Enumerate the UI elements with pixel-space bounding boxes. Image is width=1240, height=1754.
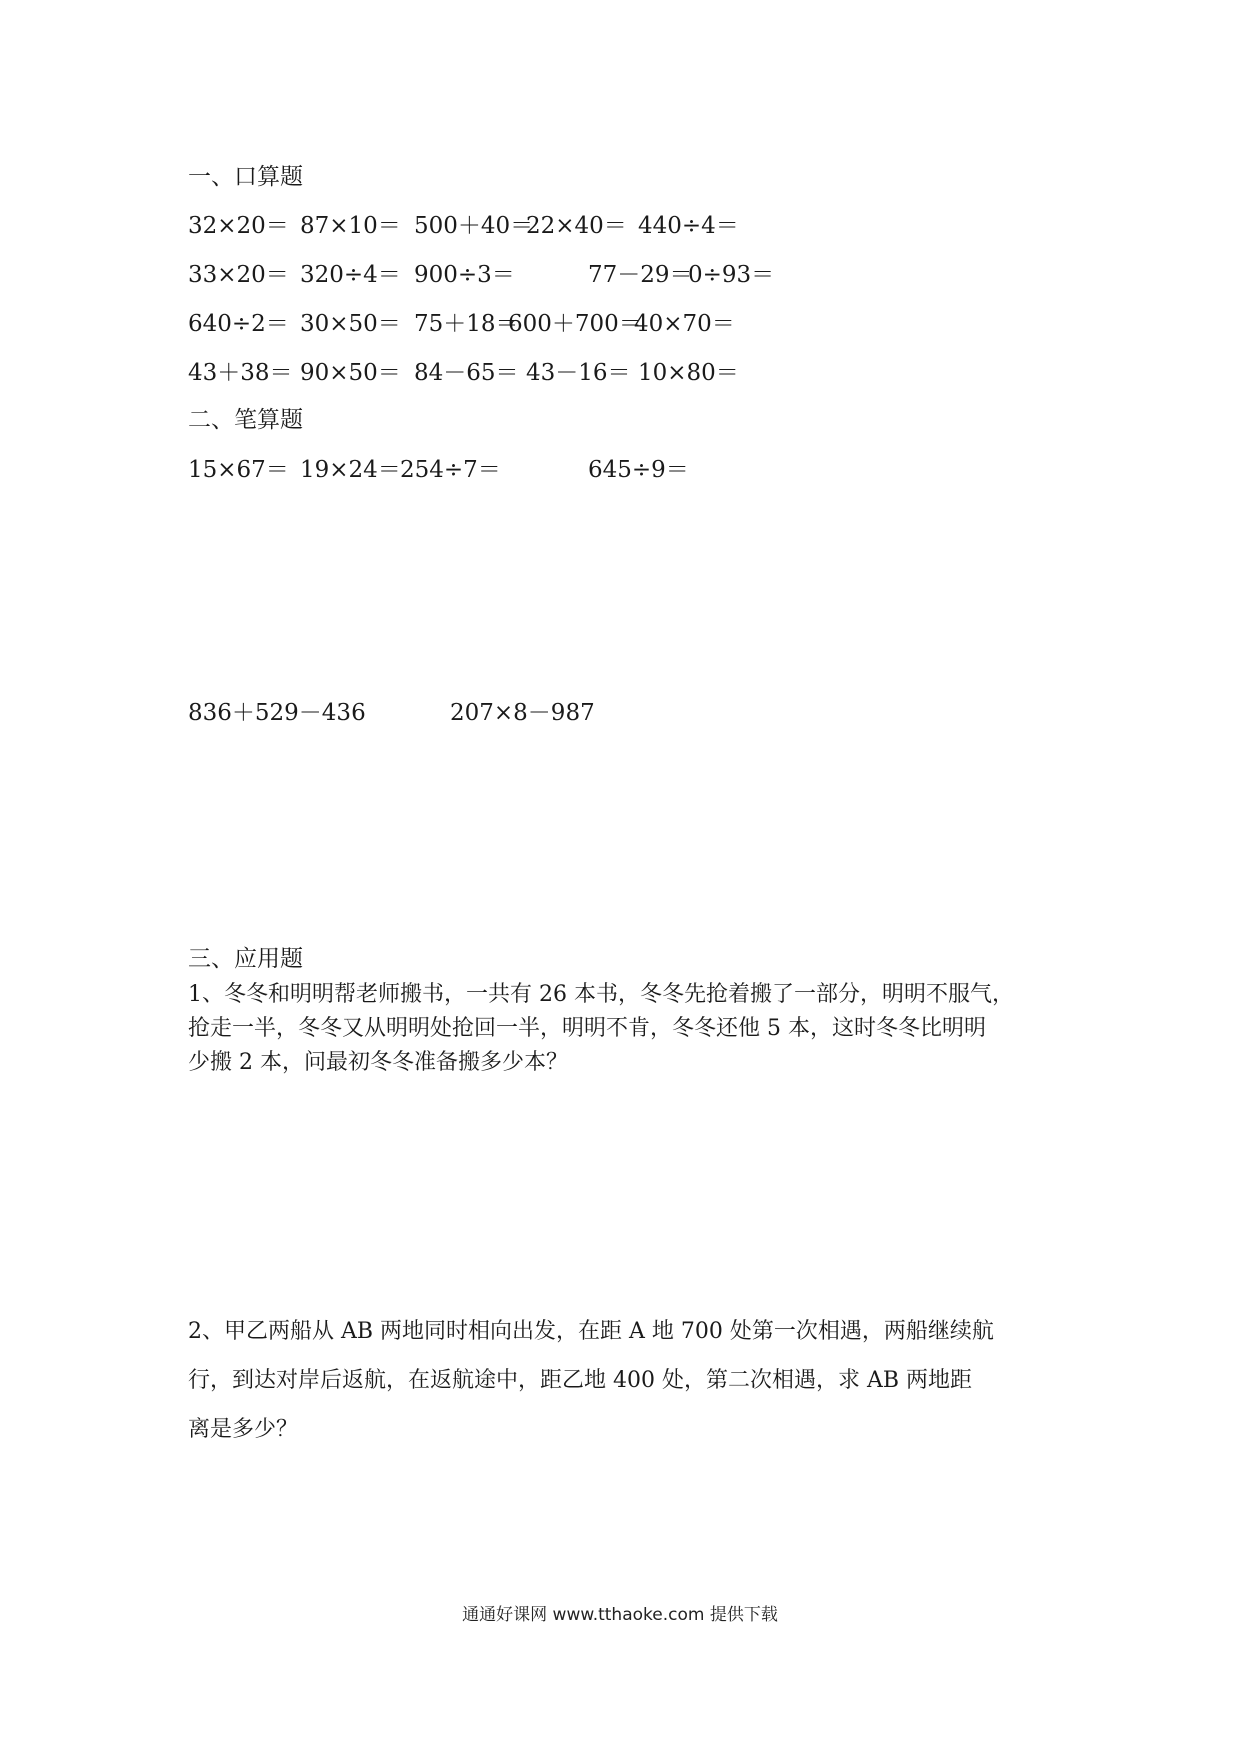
oral-r4c5: 10×80＝: [638, 360, 739, 386]
oral-r2c1: 33×20＝: [188, 262, 289, 288]
section2-heading: 二、笔算题: [188, 407, 303, 433]
oral-r2c5: 0÷93＝: [688, 262, 775, 288]
oral-r2c3: 900÷3＝: [414, 262, 515, 288]
oral-r4c4: 43－16＝: [526, 360, 631, 386]
q2-line1: 2、甲乙两船从 AB 两地同时相向出发，在距 A 地 700 处第一次相遇，两船继续航: [188, 1319, 994, 1344]
oral-r3c2: 30×50＝: [300, 311, 401, 337]
oral-r3c1: 640÷2＝: [188, 311, 289, 337]
written-r1c2: 19×24＝: [300, 457, 401, 483]
oral-r2c4: 77－29＝: [588, 262, 693, 288]
section3-heading: 三、应用题: [188, 946, 303, 972]
oral-r3c3: 75＋18＝: [414, 311, 519, 337]
oral-r3c4: 600＋700＝: [508, 311, 642, 337]
oral-r1c5: 440÷4＝: [638, 213, 739, 239]
written-r2c1: 836＋529－436: [188, 700, 366, 726]
q2-line2: 行，到达对岸后返航，在返航途中，距乙地 400 处，第二次相遇，求 AB 两地距: [188, 1368, 973, 1393]
q1-line1: 1、冬冬和明明帮老师搬书，一共有 26 本书，冬冬先抢着搬了一部分，明明不服气，: [188, 982, 1014, 1007]
written-r1c3: 254÷7＝: [400, 457, 501, 483]
oral-r4c1: 43＋38＝: [188, 360, 293, 386]
oral-r1c1: 32×20＝: [188, 213, 289, 239]
written-r2c2: 207×8－987: [450, 700, 595, 726]
q1-line3: 少搬 2 本，问最初冬冬准备搬多少本？: [188, 1050, 568, 1075]
q1-line2: 抢走一半，冬冬又从明明处抢回一半，明明不肯，冬冬还他 5 本，这时冬冬比明明: [188, 1016, 986, 1041]
oral-r1c2: 87×10＝: [300, 213, 401, 239]
written-r1c4: 645÷9＝: [588, 457, 689, 483]
oral-r1c4: 22×40＝: [526, 213, 627, 239]
section1-heading: 一、口算题: [188, 164, 303, 190]
oral-r1c3: 500＋40＝: [414, 213, 534, 239]
oral-r4c2: 90×50＝: [300, 360, 401, 386]
page-footer: 通通好课网 www.tthaoke.com 提供下载: [462, 1605, 778, 1625]
oral-r2c2: 320÷4＝: [300, 262, 401, 288]
q2-line3: 离是多少？: [188, 1417, 299, 1442]
oral-r4c3: 84－65＝: [414, 360, 519, 386]
oral-r3c5: 40×70＝: [634, 311, 735, 337]
written-r1c1: 15×67＝: [188, 457, 289, 483]
